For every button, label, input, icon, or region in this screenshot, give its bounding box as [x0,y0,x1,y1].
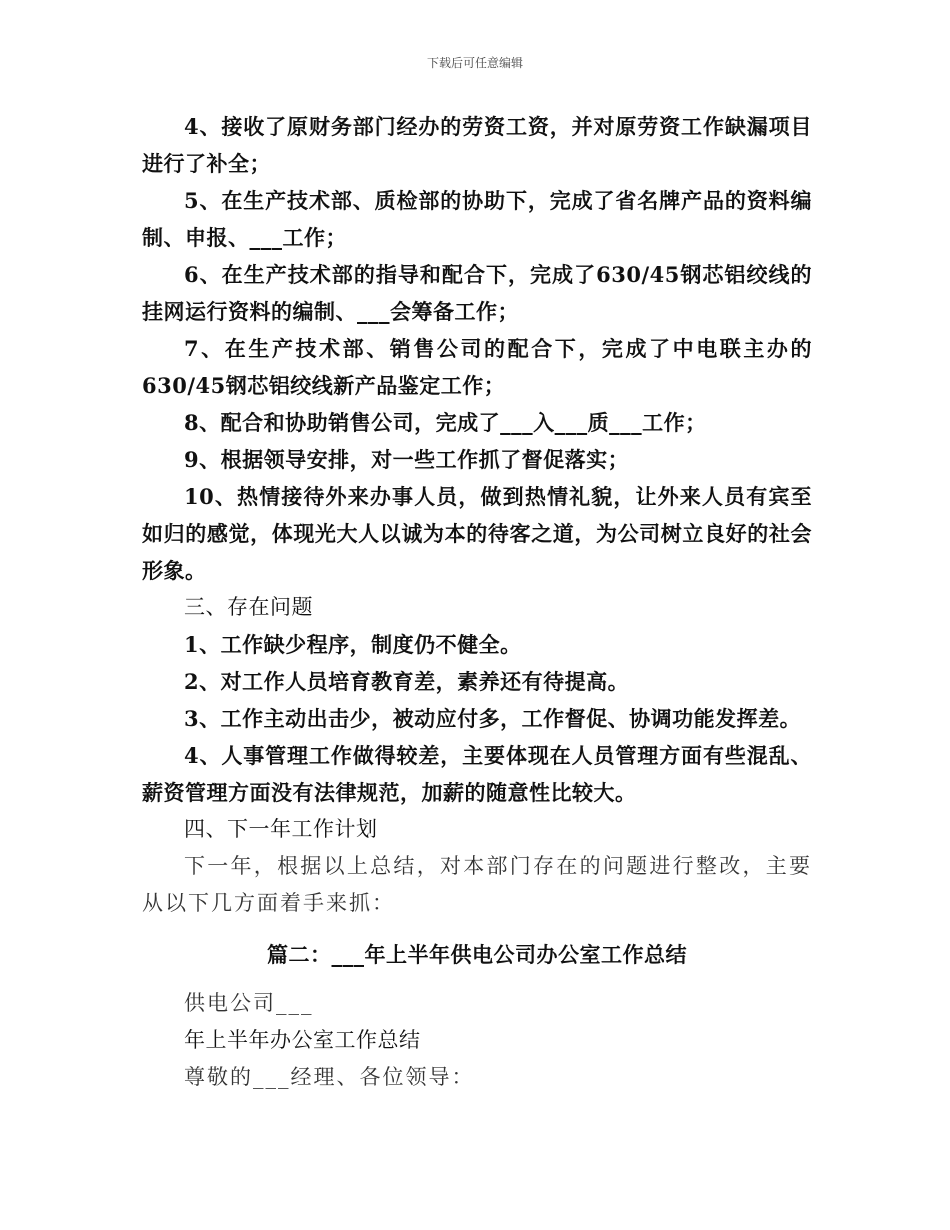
paragraph: 3、工作主动出击少，被动应付多，工作督促、协调功能发挥差。 [184,706,802,731]
paragraph: 下一年，根据以上总结，对本部门存在的问题进行整改，主要从以下几方面着手来抓： [142,854,812,915]
paragraph: 6、在生产技术部的指导和配合下，完成了630/45钢芯铝绞线的挂网运行资料的编制、___会筹备工作； [142,262,812,324]
paragraph: 年上半年办公室工作总结 [184,1028,421,1052]
page-header-note: 下载后可任意编辑 [426,56,523,70]
paragraph: 4、人事管理工作做得较差，主要体现在人员管理方面有些混乱、薪资管理方面没有法律规范，加薪的随意性比较大。 [142,743,812,805]
paragraph: 5、在生产技术部、质检部的协助下，完成了省名牌产品的资料编制、申报、___工作； [142,188,812,250]
paragraph: 2、对工作人员培育教育差，素养还有待提高。 [184,669,630,694]
paragraph: 8、配合和协助销售公司，完成了___入___质___工作； [184,410,707,435]
paragraph: 供电公司___ [184,991,314,1015]
section-title: 篇二：___年上半年供电公司办公室工作总结 [267,942,687,967]
paragraph: 9、根据领导安排，对一些工作抓了督促落实； [184,447,630,472]
paragraph: 4、接收了原财务部门经办的劳资工资，并对原劳资工作缺漏项目进行了补全； [142,114,812,176]
section-heading-plan: 四、下一年工作计划 [184,817,378,841]
section-heading-problems: 三、存在问题 [184,595,313,619]
paragraph: 10、热情接待外来办事人员，做到热情礼貌，让外来人员有宾至如归的感觉，体现光大人以诚为本的待客之道，为公司树立良好的社会形象。 [142,484,812,583]
document-body [142,108,812,1096]
paragraph: 1、工作缺少程序，制度仍不健全。 [184,632,522,657]
paragraph: 尊敬的___经理、各位领导： [184,1065,475,1089]
paragraph: 7、在生产技术部、销售公司的配合下，完成了中电联主办的630/45钢芯铝绞线新产品鉴定工作； [142,336,812,398]
